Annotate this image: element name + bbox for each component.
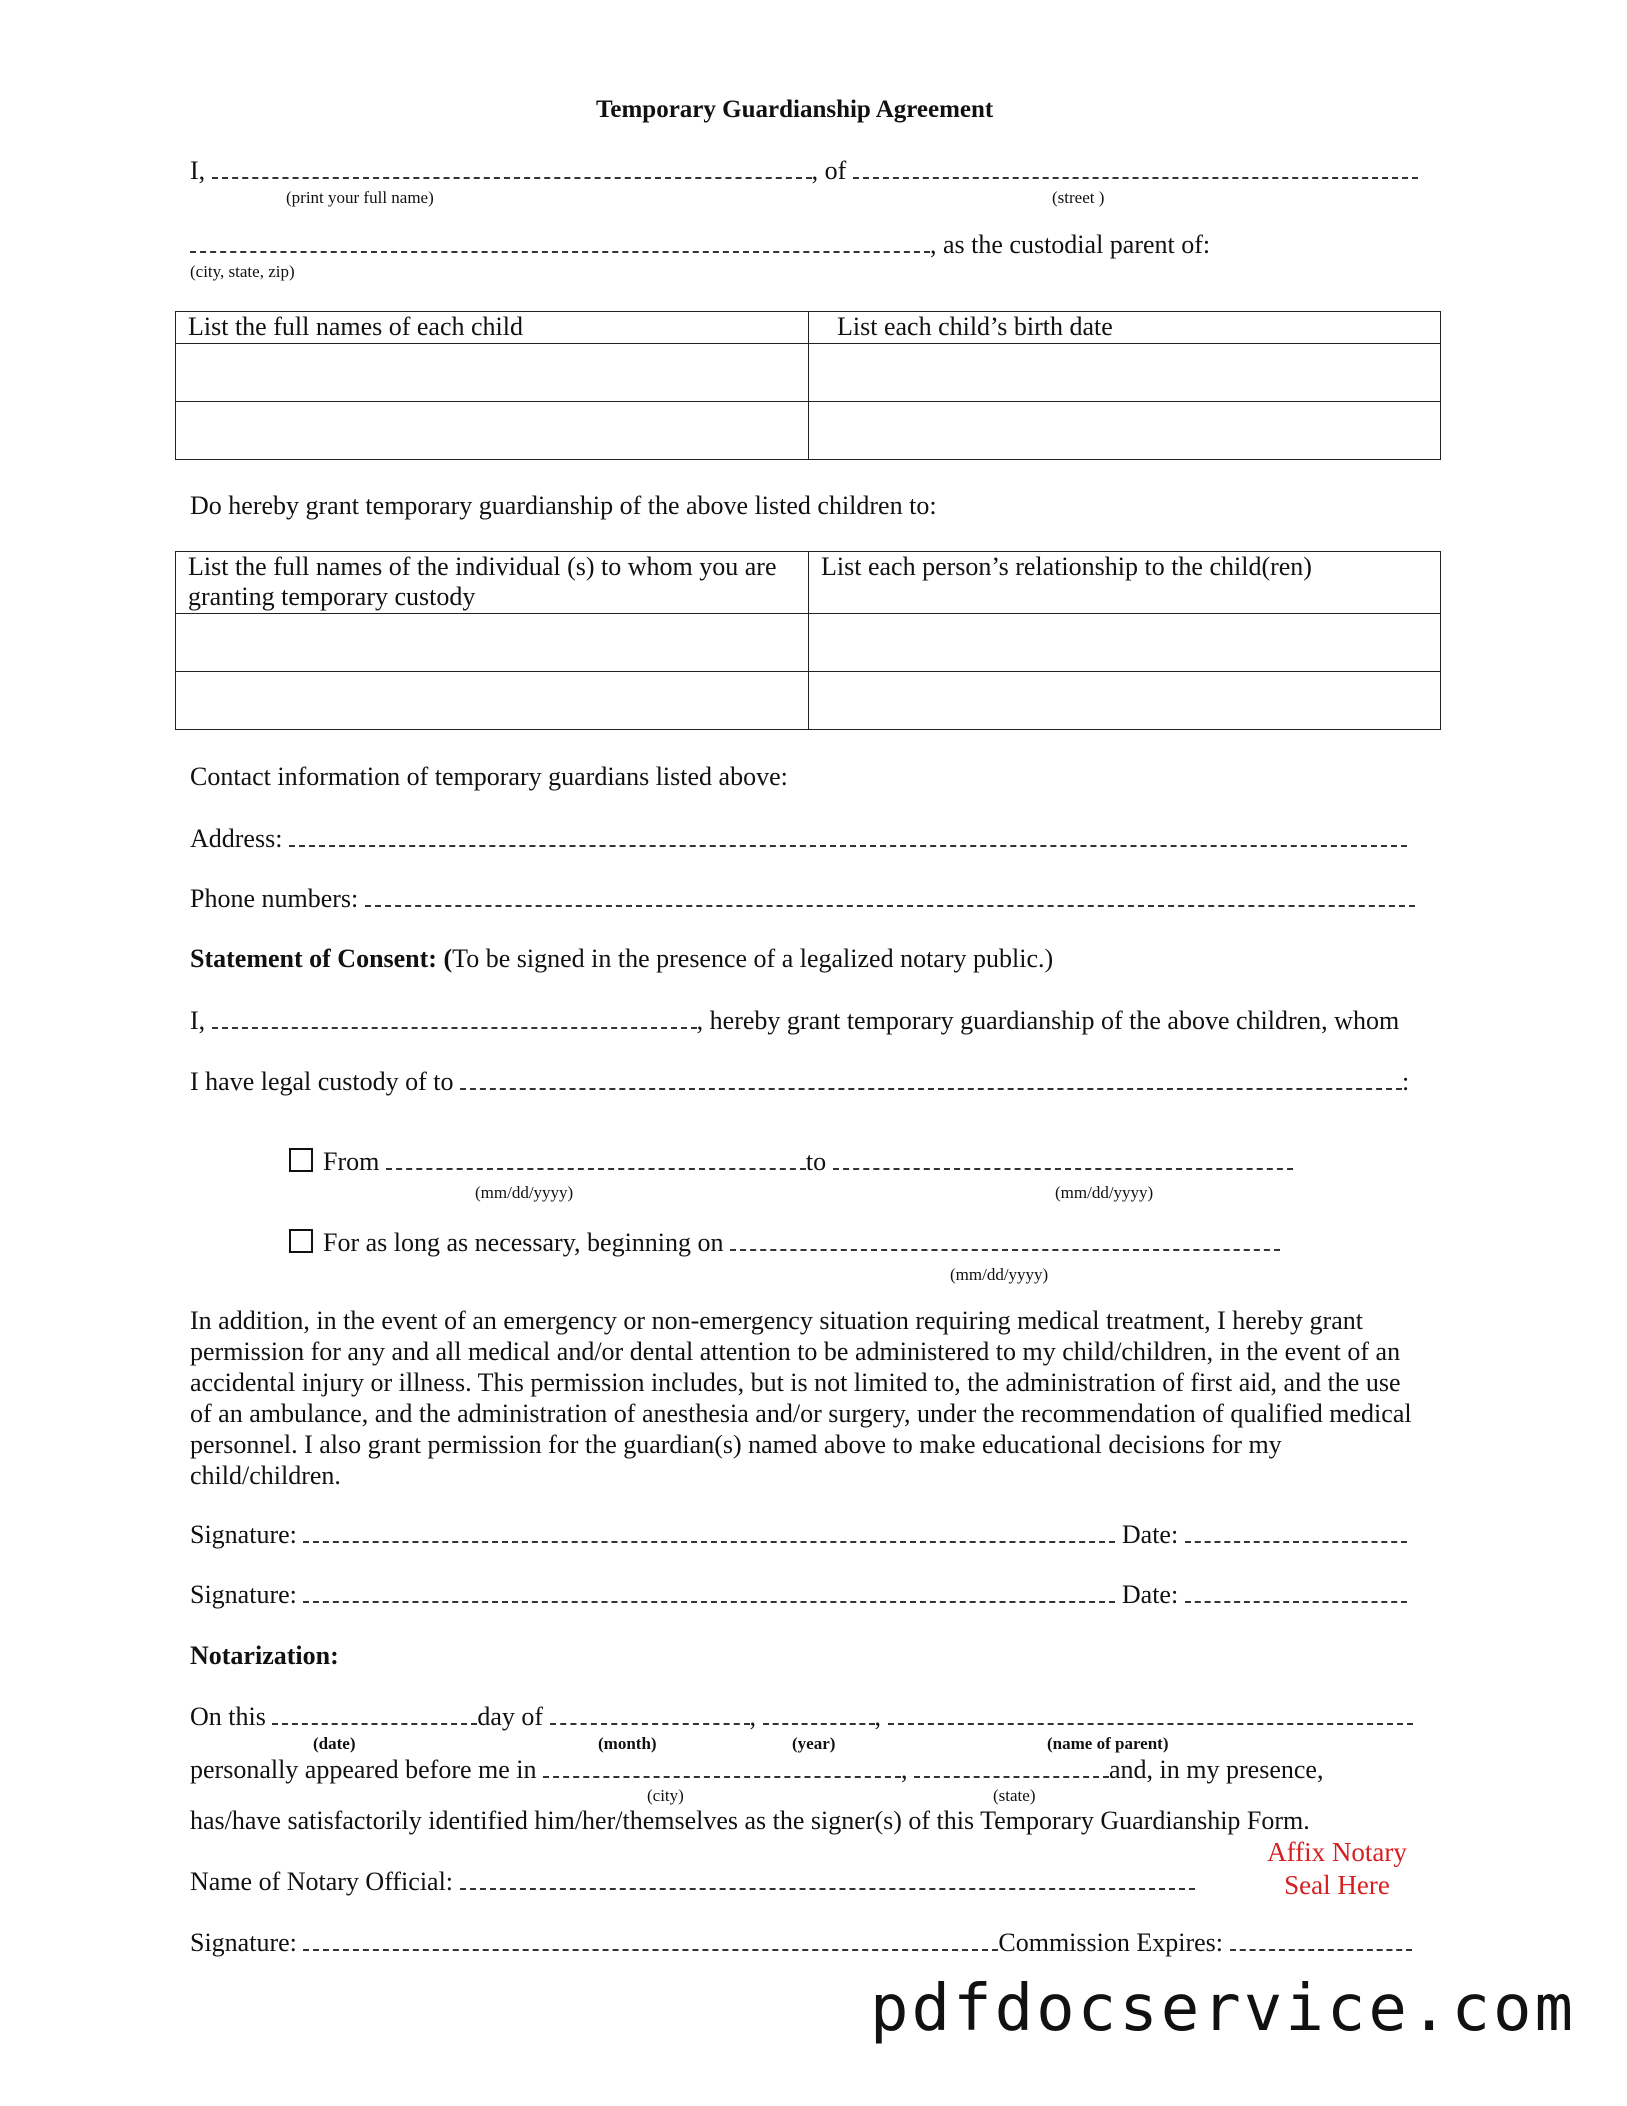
table-row	[176, 672, 1441, 730]
address-field[interactable]	[289, 823, 1407, 847]
consent-name-field[interactable]	[212, 1005, 697, 1029]
signature-line-1	[190, 1519, 1407, 1550]
signature-line-2	[190, 1579, 1407, 1610]
phone-field[interactable]	[365, 883, 1415, 907]
i-label: I,	[190, 156, 206, 185]
notary-month-field[interactable]	[550, 1701, 750, 1725]
comma: ,	[749, 1702, 757, 1731]
notary-month-hint: (month)	[598, 1734, 657, 1753]
presence-label: and, in my presence,	[1109, 1755, 1324, 1784]
seal-label-line2: Seal Here	[1284, 1870, 1390, 1900]
from-label: From	[323, 1147, 380, 1176]
notary-signature-field[interactable]	[303, 1927, 998, 1951]
guardian-name-cell[interactable]	[176, 614, 809, 672]
guardian-col-header-line2: granting temporary custody	[188, 582, 476, 611]
notary-state-field[interactable]	[914, 1754, 1109, 1778]
street-hint: (street )	[1052, 188, 1105, 207]
necessary-option	[289, 1227, 1280, 1258]
official-name-field[interactable]	[460, 1866, 1195, 1890]
date-label: Date:	[1121, 1520, 1179, 1549]
city-state-zip-field[interactable]	[190, 229, 930, 253]
notary-line-2	[190, 1754, 1323, 1785]
signature-label: Signature:	[190, 1580, 297, 1609]
child-name-cell[interactable]	[176, 402, 809, 460]
signature-date-field[interactable]	[1185, 1579, 1407, 1603]
guardian-col-header-relationship: List each person’s relationship to the child(ren)	[809, 552, 1441, 614]
intro-line-1	[190, 155, 1418, 186]
child-birthdate-cell[interactable]	[809, 402, 1441, 460]
from-date-hint: (mm/dd/yyyy)	[475, 1183, 574, 1202]
children-col-header-names: List the full names of each child	[176, 312, 809, 344]
parent-name-hint: (name of parent)	[1047, 1734, 1169, 1753]
notary-year-hint: (year)	[792, 1734, 836, 1753]
children-table	[175, 311, 1441, 460]
consent-line-1	[190, 1005, 1399, 1036]
guardian-col-header-line1: List the full names of the individual (s) to whom you are	[188, 552, 777, 581]
notary-state-hint: (state)	[993, 1786, 1036, 1805]
signature-label: Signature:	[190, 1520, 297, 1549]
consent-note: To be signed in the presence of a legalized notary public.)	[452, 944, 1054, 973]
notary-official-line	[190, 1866, 1195, 1897]
table-header-row	[176, 312, 1441, 344]
consent-paren: (	[443, 944, 453, 973]
full-name-field[interactable]	[212, 155, 812, 179]
guardian-relationship-cell[interactable]	[809, 672, 1441, 730]
from-date-field[interactable]	[386, 1146, 806, 1170]
table-row	[176, 614, 1441, 672]
table-header-row	[176, 552, 1441, 614]
notary-city-hint: (city)	[647, 1786, 684, 1805]
commission-label: Commission Expires:	[998, 1928, 1223, 1957]
guardian-table	[175, 551, 1441, 730]
children-col-header-birth: List each child’s birth date	[809, 312, 1441, 344]
watermark-text: pdfdocservice.com	[870, 1972, 1577, 2046]
medical-permission-paragraph: In addition, in the event of an emergency or non-emergency situation requiring medical treatment, I hereby grant permission for any and all medical and/or dental attention to be administered to my child/children, in the event of an accidental injury or illness. This permission includes, but is not limited to, the administration of first aid, and the use of an ambulance, and the administration of anesthesia and/or surgery, under the recommendation of qualified medical personnel. I also grant permission for the guardian(s) named above to make educational decisions for my child/children.	[190, 1306, 1412, 1490]
notary-seal-area	[1262, 1836, 1412, 1902]
print-name-hint: (print your full name)	[286, 188, 434, 207]
custody-label: I have legal custody of to	[190, 1067, 454, 1096]
custody-colon: :	[1402, 1067, 1410, 1096]
date-label: Date:	[1121, 1580, 1179, 1609]
guardian-name-cell[interactable]	[176, 672, 809, 730]
comma: ,	[901, 1755, 908, 1784]
notary-date-field[interactable]	[272, 1701, 477, 1725]
commission-expires-field[interactable]	[1230, 1927, 1412, 1951]
appeared-label: personally appeared before me in	[190, 1755, 537, 1784]
document-title: Temporary Guardianship Agreement	[596, 96, 994, 123]
to-label: to	[805, 1147, 827, 1176]
grant-text: Do hereby grant temporary guardianship of the above listed children to:	[190, 491, 937, 520]
signature-field[interactable]	[303, 1519, 1115, 1543]
consent-grant-text: , hereby grant temporary guardianship of the above children, whom	[696, 1006, 1400, 1035]
guardian-relationship-cell[interactable]	[809, 614, 1441, 672]
child-birthdate-cell[interactable]	[809, 344, 1441, 402]
city-hint: (city, state, zip)	[190, 262, 295, 281]
address-label: Address:	[190, 824, 283, 853]
child-name-cell[interactable]	[176, 344, 809, 402]
contact-heading: Contact information of temporary guardians listed above:	[190, 762, 788, 791]
notary-line-1	[190, 1701, 1413, 1732]
consent-line-2	[190, 1066, 1409, 1097]
notary-date-hint: (date)	[313, 1734, 356, 1753]
from-checkbox[interactable]	[289, 1148, 313, 1172]
phone-label: Phone numbers:	[190, 884, 359, 913]
table-row	[176, 402, 1441, 460]
custodial-text: , as the custodial parent of:	[930, 230, 1211, 259]
from-to-option	[289, 1146, 1293, 1177]
table-row	[176, 344, 1441, 402]
seal-label-line1: Affix Notary	[1267, 1837, 1407, 1867]
notarization-heading: Notarization:	[190, 1641, 339, 1670]
day-of-label: day of	[477, 1702, 544, 1731]
consent-heading: Statement of Consent:	[190, 944, 437, 973]
necessary-label: For as long as necessary, beginning on	[323, 1228, 724, 1257]
on-this-label: On this	[190, 1702, 266, 1731]
signature-field[interactable]	[303, 1579, 1115, 1603]
necessary-checkbox[interactable]	[289, 1229, 313, 1253]
comma: ,	[874, 1702, 882, 1731]
street-field[interactable]	[853, 155, 1418, 179]
parent-name-field[interactable]	[888, 1701, 1413, 1725]
notary-year-field[interactable]	[763, 1701, 875, 1725]
intro-line-2	[190, 229, 1210, 260]
consent-heading-line	[190, 944, 1053, 974]
address-line	[190, 823, 1407, 854]
notary-signature-line	[190, 1927, 1412, 1958]
beginning-date-field[interactable]	[730, 1227, 1280, 1251]
to-date-hint: (mm/dd/yyyy)	[1055, 1183, 1154, 1202]
notary-city-field[interactable]	[543, 1754, 901, 1778]
phone-line	[190, 883, 1415, 914]
guardian-col-header-names	[176, 552, 809, 614]
to-date-field[interactable]	[833, 1146, 1293, 1170]
consent-i-label: I,	[190, 1006, 206, 1035]
notary-signature-label: Signature:	[190, 1928, 297, 1957]
official-label: Name of Notary Official:	[190, 1867, 454, 1896]
of-label: , of	[811, 156, 847, 185]
custody-field[interactable]	[460, 1066, 1402, 1090]
signature-date-field[interactable]	[1185, 1519, 1407, 1543]
identified-text: has/have satisfactorily identified him/her/themselves as the signer(s) of this Temporary Guardianship Form.	[190, 1806, 1310, 1835]
beginning-date-hint: (mm/dd/yyyy)	[950, 1265, 1049, 1284]
